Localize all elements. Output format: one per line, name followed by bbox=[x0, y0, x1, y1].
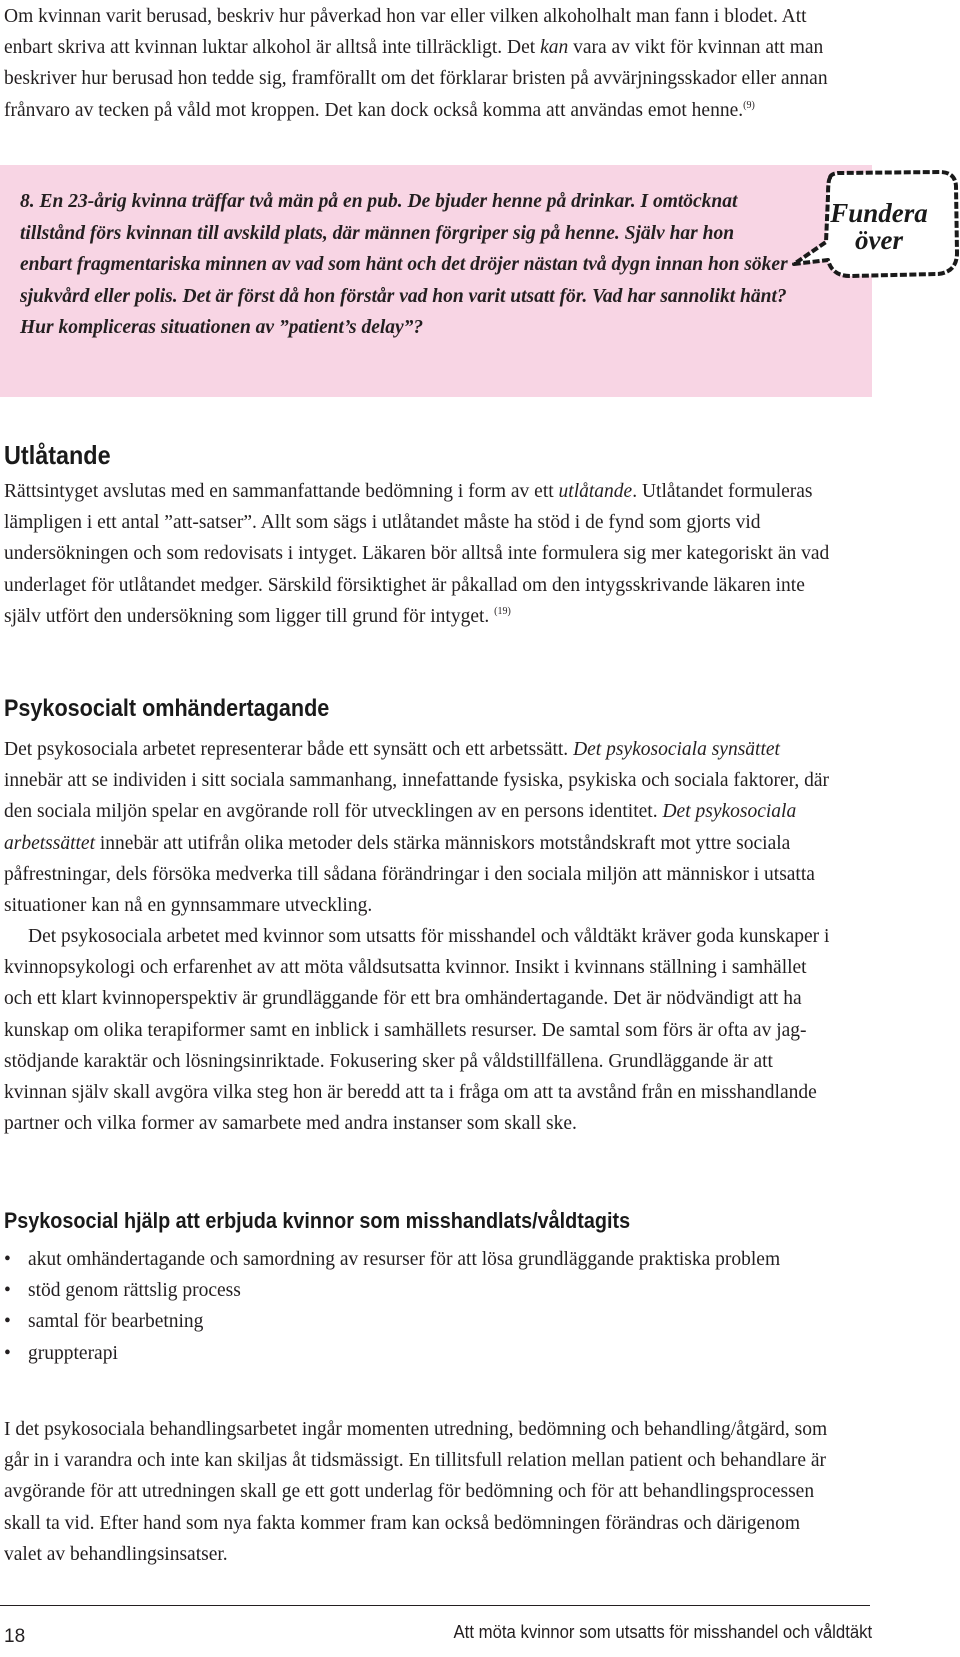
list-item: • stöd genom rättslig process bbox=[4, 1275, 836, 1306]
bubble-label: Fundera över bbox=[830, 198, 928, 255]
footer-title: Att möta kvinnor som utsatts för misshandel och våldtäkt bbox=[453, 1622, 872, 1642]
list-item: • gruppterapi bbox=[4, 1338, 836, 1369]
case-text: 8. En 23-årig kvinna träffar två män på en pub. De bjuder henne på drinkar. I omtöcknat tillstånd förs kvinnan till avskild plats, där männen förgriper sig på henne. Själv har hon enbart fragmentariska minnen av vad som hänt och det dröjer nästan två dygn innan hon söker sjukvård eller polis. Det är först då hon förstår vad hon varit utsatt för. Vad har sannolikt hänt? Hur kompliceras situationen av ”patient’s delay”? bbox=[20, 191, 788, 338]
section-heading-utlatande: Utlåtande bbox=[4, 440, 111, 470]
psykosocialt-paragraph-1: Det psykosociala arbetet representerar både ett synsätt och ett arbetssätt. Det psykosociala synsättet innebär att se individen i sitt sociala sammanhang, innefattande fysiska, psykiska och sociala faktorer, där den sociala miljön spelar en avgörande roll för utvecklingen av en persons identitet. Det psykosociala arbetssättet innebär att utifrån olika metoder dels stärka människors motståndskraft mot yttre sociala påfrestningar, dels försöka medverka till sådana förändringar i den sociala miljön att människor i utsatta situationer kan nå en gynnsammare utveckling. bbox=[4, 739, 830, 917]
list-item: • samtal för bearbetning bbox=[4, 1306, 836, 1337]
intro-paragraph: Om kvinnan varit berusad, beskriv hur påverkad hon var eller vilken alkoholhalt man fann i blodet. Att enbart skriva att kvinnan luktar alkohol är alltså inte tillräckligt. Det kan vara av vikt för kvinnan att man beskriver hur berusad hon tedde sig, framförallt om det förklarar bristen på avvärjningsskador eller annan frånvaro av tecken på våld mot kroppen. Det kan dock också komma att användas emot henne.$^{(9)}$ bbox=[4, 6, 828, 121]
hjalp-paragraph: I det psykosociala behandlingsarbetet ingår momenten utredning, bedömning och behandling/åtgärd, som går in i varandra och inte kan skiljas åt tidsmässigt. En tillitsfull relation mellan patient och behandlare är avgörande för att utredningen skall ge ett gott underlag för bedömning och för att behandlingsprocessen skall ta vid. Efter hand som nya fakta kommer fram kan också bedömningen förändras och därigenom valet av behandlingsinsatser. bbox=[4, 1419, 828, 1565]
reference-mark: (19) bbox=[494, 605, 511, 617]
section-heading-hjalp: Psykosocial hjälp att erbjuda kvinnor som misshandlats/våldtagits bbox=[4, 1208, 631, 1233]
section-heading-psykosocialt: Psykosocialt omhändertagande bbox=[4, 695, 330, 722]
help-list bbox=[4, 1244, 836, 1369]
utlatande-paragraph: Rättsintyget avslutas med en sammanfattande bedömning i form av ett utlåtande. Utlåtandet formuleras lämpligen i ett antal ”att-satser”. Allt som sägs i utlåtandet måste ha stöd i de fynd som gjorts vid undersökningen och som redovisats i intyget. Läkaren bör alltså inte formulera sig mer kategoriskt än vad underlaget för utlåtandet medger. Särskild försiktighet är påkallad om den intygsskrivande läkaren inte själv utfört den undersökning som ligger till grund för intyget. $^{(19)}$ bbox=[4, 481, 830, 627]
footer-divider bbox=[0, 1605, 870, 1606]
list-item: • akut omhändertagande och samordning av resurser för att lösa grundläggande praktiska problem bbox=[4, 1244, 836, 1275]
reference-mark: (9) bbox=[743, 99, 755, 111]
psykosocialt-paragraph-2: Det psykosociala arbetet med kvinnor som utsatts för misshandel och våldtäkt kräver goda kunskaper i kvinnopsykologi och erfarenhet av att möta våldsutsatta kvinnor. Insikt i kvinnans ställning i samhället och ett klart kvinnoperspektiv är grundläggande för ett bra omhändertagande. Det är nödvändigt att ha kunskap om olika terapiformer samt en inblick i samhällets resurser. De samtal som förs är ofta av jag-stödjande karaktär och lösningsinriktade. Fokusering sker på våldstillfällena. Grundläggande är att kvinnan själv skall avgöra vilka steg hon är beredd att ta i fråga om att ta avstånd från en misshandlande partner och vilka former av samarbete med andra instanser som skall ske. bbox=[4, 926, 830, 1135]
page-number: 18 bbox=[4, 1626, 26, 1647]
